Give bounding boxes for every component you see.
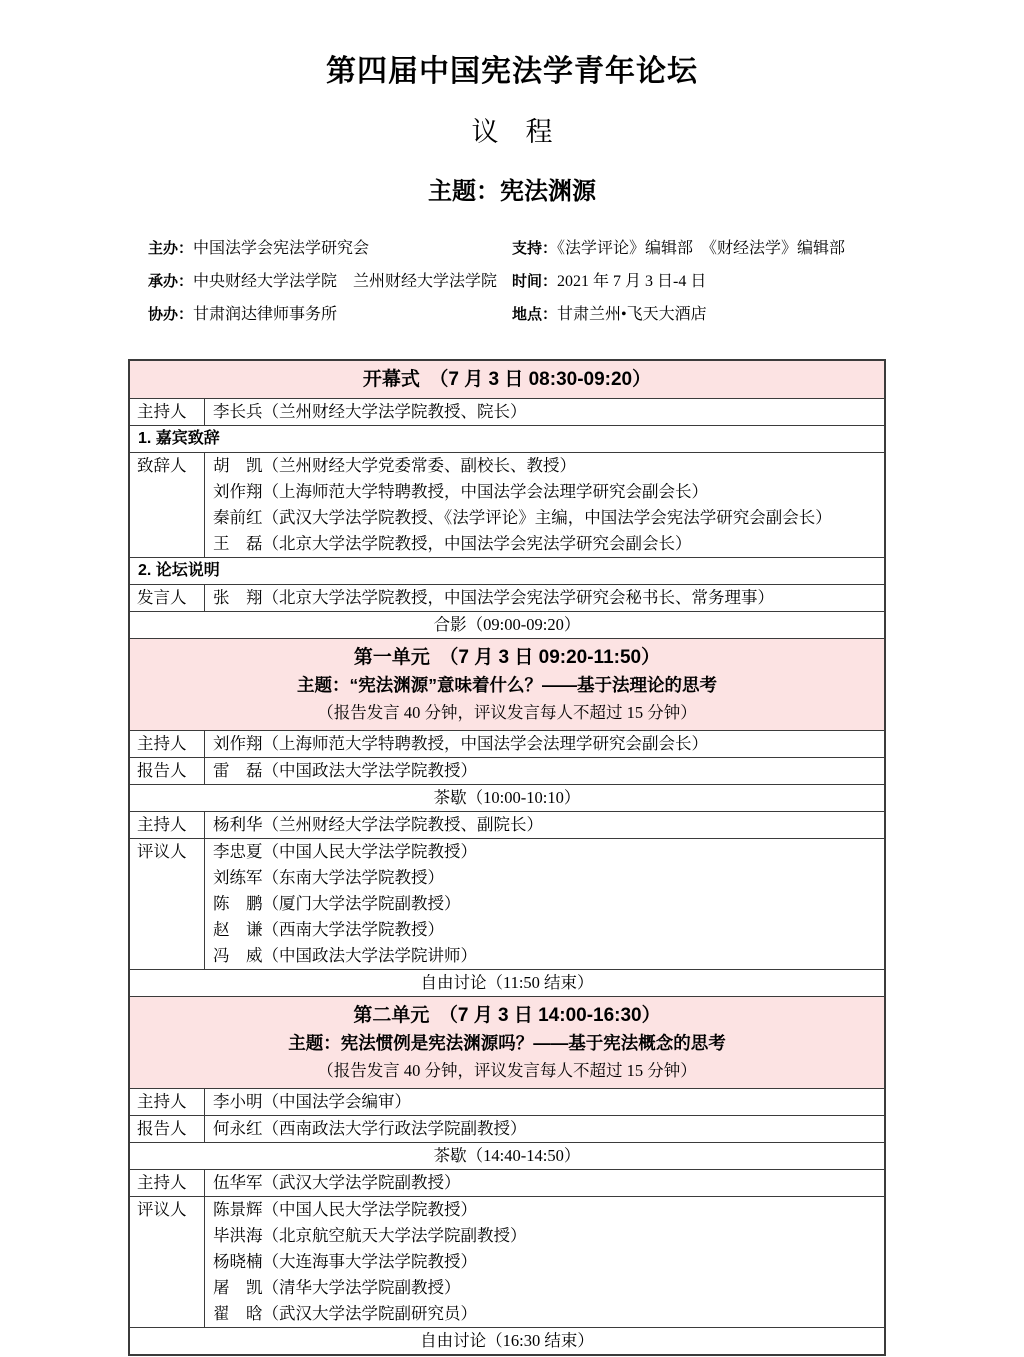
- person-entry: 翟 晗（武汉大学法学院副研究员）: [213, 1304, 477, 1323]
- person-entry: 刘作翔（上海师范大学特聘教授，中国法学会法理学研究会副会长）: [213, 482, 708, 501]
- center-note-row: [130, 1142, 884, 1169]
- role-label: 评议人: [130, 1197, 205, 1327]
- role-content: [205, 585, 884, 611]
- person-entry: 雷 磊（中国政法大学法学院教授）: [213, 761, 477, 780]
- role-row: [130, 838, 884, 969]
- role-content: [205, 758, 884, 784]
- center-note-text: 自由讨论（16:30 结束）: [420, 1331, 594, 1350]
- role-row: [130, 811, 884, 838]
- host-value: 中国法学会宪法学研究会: [193, 240, 370, 257]
- role-row: [130, 1115, 884, 1142]
- person-entry: 刘练军（东南大学法学院教授）: [213, 868, 444, 887]
- role-label: 评议人: [130, 839, 205, 969]
- role-row: [130, 584, 884, 611]
- role-label: 发言人: [130, 585, 205, 611]
- time-value: 2021 年 7 月 3 日-4 日: [557, 273, 707, 290]
- role-label: 主持人: [130, 399, 205, 425]
- center-note-row: [130, 611, 884, 638]
- person-entry: 陈景辉（中国人民大学法学院教授）: [213, 1200, 477, 1219]
- person-entry: 陈 鹏（厦门大学法学院副教授）: [213, 894, 461, 913]
- role-label: 致辞人: [130, 453, 205, 557]
- time-label: 时间：: [512, 273, 558, 290]
- person-entry: 李长兵（兰州财经大学法学院教授、院长）: [213, 402, 527, 421]
- location-line: [512, 298, 890, 331]
- support-value: 《法学评论》编辑部 《财经法学》编辑部: [557, 240, 846, 257]
- role-content: [205, 453, 884, 557]
- unit2-header: [130, 996, 884, 1088]
- person-entry: 屠 凯（清华大学法学院副教授）: [213, 1278, 461, 1297]
- person-entry: 杨利华（兰州财经大学法学院教授、副院长）: [213, 815, 543, 834]
- location-label: 地点：: [512, 306, 558, 323]
- location-value: 甘肃兰州•飞天大酒店: [557, 306, 707, 323]
- role-label: 报告人: [130, 1116, 205, 1142]
- role-content: [205, 1197, 884, 1327]
- time-line: [512, 265, 890, 298]
- support-line: [512, 232, 890, 265]
- session-header-line: 主题：“宪法渊源”意味着什么？——基于法理论的思考: [297, 675, 717, 695]
- person-entry: 李忠夏（中国人民大学法学院教授）: [213, 842, 477, 861]
- organizer-info-left: [148, 232, 512, 331]
- agenda-table: [128, 359, 886, 1356]
- role-content: [205, 812, 884, 838]
- role-content: [205, 1089, 884, 1115]
- person-entry: 刘作翔（上海师范大学特聘教授，中国法学会法理学研究会副会长）: [213, 734, 708, 753]
- center-note-text: 自由讨论（11:50 结束）: [420, 973, 594, 992]
- person-entry: 杨晓楠（大连海事大学法学院教授）: [213, 1252, 477, 1271]
- host-line: [148, 232, 512, 265]
- page-title: 第四届中国宪法学青年论坛: [326, 55, 698, 88]
- role-content: [205, 839, 884, 969]
- support-label: 支持：: [512, 240, 558, 257]
- role-label: 报告人: [130, 758, 205, 784]
- forum-theme: 主题：宪法渊源: [428, 179, 596, 205]
- undertaker-label: 承办：: [148, 273, 194, 290]
- session-header-line: 第一单元 （7 月 3 日 09:20-11:50）: [353, 647, 661, 668]
- coorganizer-label: 协办：: [148, 306, 194, 323]
- center-note-text: 茶歇（14:40-14:50）: [433, 1146, 581, 1165]
- session-header-line: 第二单元 （7 月 3 日 14:00-16:30）: [353, 1005, 661, 1026]
- agenda-item-text: 1. 嘉宾致辞: [138, 430, 220, 447]
- role-label: 主持人: [130, 812, 205, 838]
- unit1-header: [130, 638, 884, 730]
- person-entry: 王 磊（北京大学法学院教授，中国法学会宪法学研究会副会长）: [213, 534, 692, 553]
- opening-header: [130, 361, 884, 398]
- role-content: [205, 1170, 884, 1196]
- organizer-info: [148, 232, 890, 331]
- agenda-item-row: [130, 425, 884, 452]
- center-note-row: [130, 1327, 884, 1354]
- person-entry: 毕洪海（北京航空航天大学法学院副教授）: [213, 1226, 527, 1245]
- person-entry: 张 翔（北京大学法学院教授，中国法学会宪法学研究会秘书长、常务理事）: [213, 588, 774, 607]
- person-entry: 冯 威（中国政法大学法学院讲师）: [213, 946, 477, 965]
- role-content: [205, 731, 884, 757]
- coorganizer-line: [148, 298, 512, 331]
- person-entry: 伍华军（武汉大学法学院副教授）: [213, 1173, 461, 1192]
- undertaker-value: 中央财经大学法学院 兰州财经大学法学院: [193, 273, 498, 290]
- center-note-text: 合影（09:00-09:20）: [433, 615, 581, 634]
- role-content: [205, 1116, 884, 1142]
- session-header-line: （报告发言 40 分钟，评议发言每人不超过 15 分钟）: [317, 1061, 697, 1080]
- role-label: 主持人: [130, 1170, 205, 1196]
- session-header-line: （报告发言 40 分钟，评议发言每人不超过 15 分钟）: [317, 703, 697, 722]
- role-row: [130, 398, 884, 425]
- role-row: [130, 730, 884, 757]
- role-label: 主持人: [130, 731, 205, 757]
- role-row: [130, 757, 884, 784]
- role-row: [130, 452, 884, 557]
- role-row: [130, 1196, 884, 1327]
- center-note-row: [130, 784, 884, 811]
- role-content: [205, 399, 884, 425]
- person-entry: 李小明（中国法学会编审）: [213, 1092, 411, 1111]
- center-note-row: [130, 969, 884, 996]
- person-entry: 何永红（西南政法大学行政法学院副教授）: [213, 1119, 527, 1138]
- session-header-line: 开幕式 （7 月 3 日 08:30-09:20）: [362, 369, 652, 390]
- page-subtitle: 议 程: [471, 117, 553, 147]
- agenda-item-text: 2. 论坛说明: [138, 562, 220, 579]
- host-label: 主办：: [148, 240, 194, 257]
- role-row: [130, 1169, 884, 1196]
- person-entry: 秦前红（武汉大学法学院教授、《法学评论》主编，中国法学会宪法学研究会副会长）: [213, 508, 832, 527]
- undertaker-line: [148, 265, 512, 298]
- session-header-line: 主题：宪法惯例是宪法渊源吗？——基于宪法概念的思考: [288, 1033, 726, 1053]
- agenda-item-row: [130, 557, 884, 584]
- center-note-text: 茶歇（10:00-10:10）: [433, 788, 581, 807]
- coorganizer-value: 甘肃润达律师事务所: [193, 306, 338, 323]
- organizer-info-right: [512, 232, 890, 331]
- person-entry: 赵 谦（西南大学法学院教授）: [213, 920, 444, 939]
- role-row: [130, 1088, 884, 1115]
- role-label: 主持人: [130, 1089, 205, 1115]
- person-entry: 胡 凯（兰州财经大学党委常委、副校长、教授）: [213, 456, 576, 475]
